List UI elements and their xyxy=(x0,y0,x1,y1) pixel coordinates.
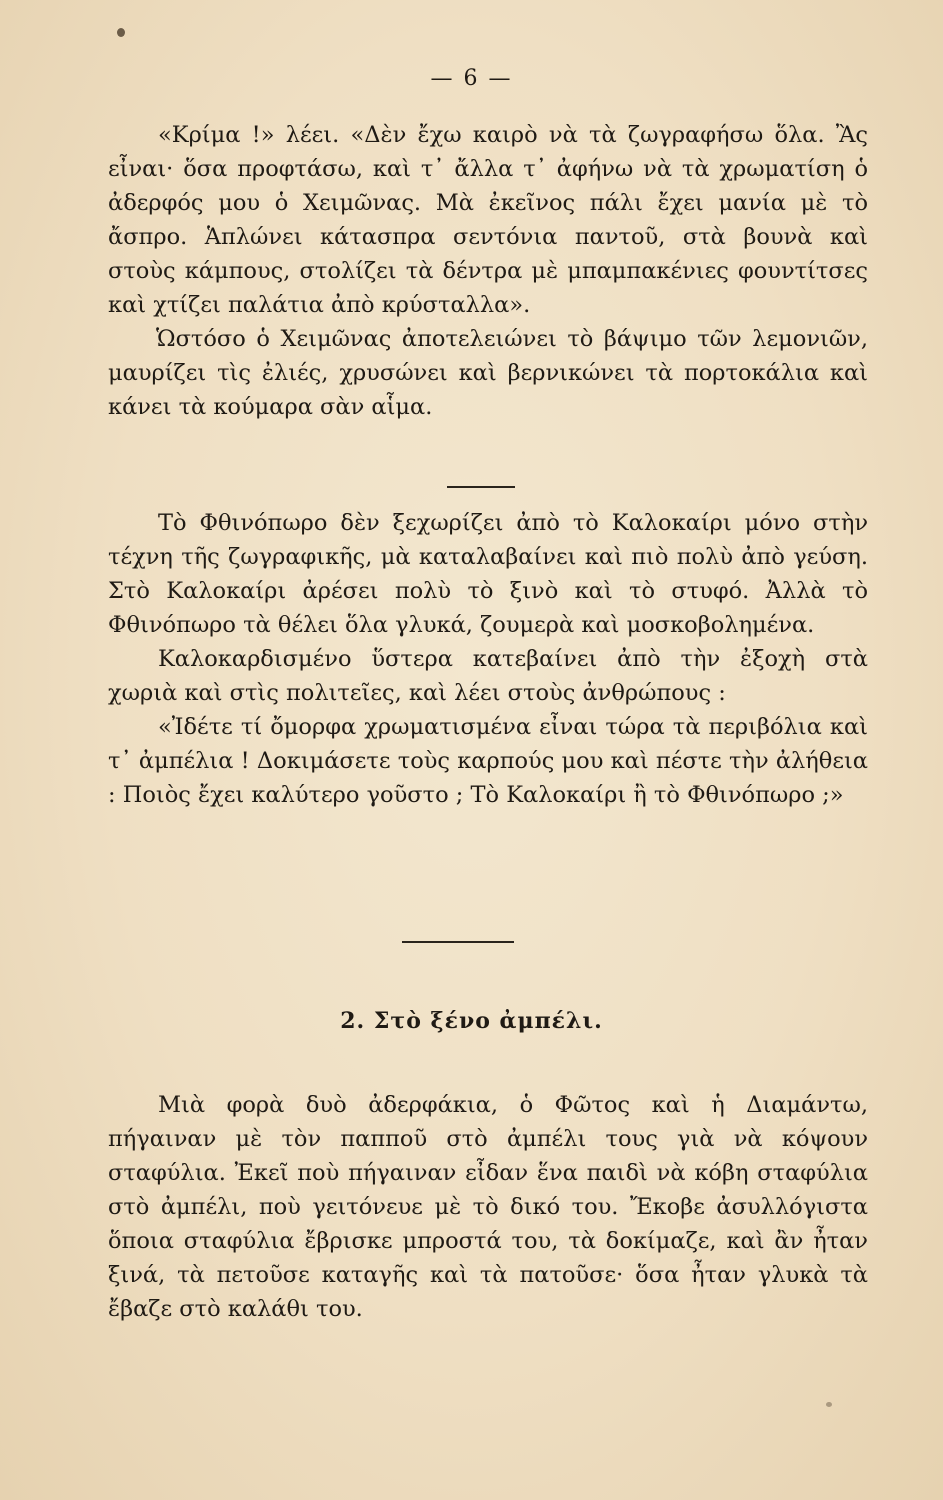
paragraph: Τὸ Φθινόπωρο δὲν ξεχωρίζει ἀπὸ τὸ Καλοκαίρι μόνο στὴν τέχνη τῆς ζωγραφικῆς, μὰ καταλαβαίνει καὶ πιὸ πολὺ ἀπὸ γεύση. Στὸ Καλοκαίρι ἀρέσει πολὺ τὸ ξινὸ καὶ τὸ στυφό. Ἀλλὰ τὸ Φθινόπωρο τὰ θέλει ὅλα γλυκά, ζουμερὰ καὶ μοσκοβολημένα. xyxy=(108,510,868,638)
paragraph-group-3 xyxy=(108,1088,868,1326)
paragraph: Καλοκαρδισμένο ὕστερα κατεβαίνει ἀπὸ τὴν ἐξοχὴ στὰ χωριὰ καὶ στὶς πολιτεῖες, καὶ λέει στοὺς ἀνθρώπους : xyxy=(108,646,868,706)
ink-speck xyxy=(826,1402,832,1407)
paragraph: Μιὰ φορὰ δυὸ ἀδερφάκια, ὁ Φῶτος καὶ ἡ Διαμάντω, πήγαιναν μὲ τὸν παπποῦ στὸ ἀμπέλι τους γιὰ νὰ κόψουν σταφύλια. Ἐκεῖ ποὺ πήγαιναν εἶδαν ἕνα παιδὶ νὰ κόβη σταφύλια στὸ ἀμπέλι, ποὺ γειτόνευε μὲ τὸ δικό του. Ἔκοβε ἀσυλλόγιστα ὅποια σταφύλια ἔβρισκε μπροστά του, τὰ δοκίμαζε, καὶ ἂν ἦταν ξινά, τὰ πετοῦσε καταγῆς καὶ τὰ πατοῦσε· ὅσα ἦταν γλυκὰ τὰ ἔβαζε στὸ καλάθι του. xyxy=(108,1092,868,1322)
paragraph: «Κρίμα !» λέει. «Δὲν ἔχω καιρὸ νὰ τὰ ζωγραφήσω ὅλα. Ἂς εἶναι· ὅσα προφτάσω, καὶ τ᾽ ἄλλα τ᾽ ἀφήνω νὰ τὰ χρωματίση ὁ ἀδερφός μου ὁ Χειμῶνας. Μὰ ἐκεῖνος πάλι ἔχει μανία μὲ τὸ ἄσπρο. Ἁπλώνει κάτασπρα σεντόνια παντοῦ, στὰ βουνὰ καὶ στοὺς κάμπους, στολίζει τὰ δέντρα μὲ μπαμπακένιες φουντίτσες καὶ χτίζει παλάτια ἀπὸ κρύσταλλα». xyxy=(108,122,868,318)
section-divider xyxy=(402,941,514,943)
section-divider xyxy=(447,486,515,488)
paragraph-group-1 xyxy=(108,118,868,424)
paragraph-group-2 xyxy=(108,506,868,812)
paragraph: Ὡστόσο ὁ Χειμῶνας ἀποτελειώνει τὸ βάψιμο τῶν λεμονιῶν, μαυρίζει τὶς ἐλιές, χρυσώνει καὶ βερνικώνει τὰ πορτοκάλια καὶ κάνει τὰ κούμαρα σὰν αἷμα. xyxy=(108,326,868,420)
section-title: 2. Στὸ ξένο ἀμπέλι. xyxy=(340,1008,603,1034)
ink-speck xyxy=(117,28,125,37)
paragraph: «Ἰδέτε τί ὄμορφα χρωματισμένα εἶναι τώρα τὰ περιβόλια καὶ τ᾽ ἀμπέλια ! Δοκιμάσετε τοὺς καρπούς μου καὶ πέστε τὴν ἀλήθεια : Ποιὸς ἔχει καλύτερο γοῦστο ; Τὸ Καλοκαίρι ἢ τὸ Φθινόπωρο ;» xyxy=(108,714,868,808)
page-number: — 6 — xyxy=(430,66,513,91)
